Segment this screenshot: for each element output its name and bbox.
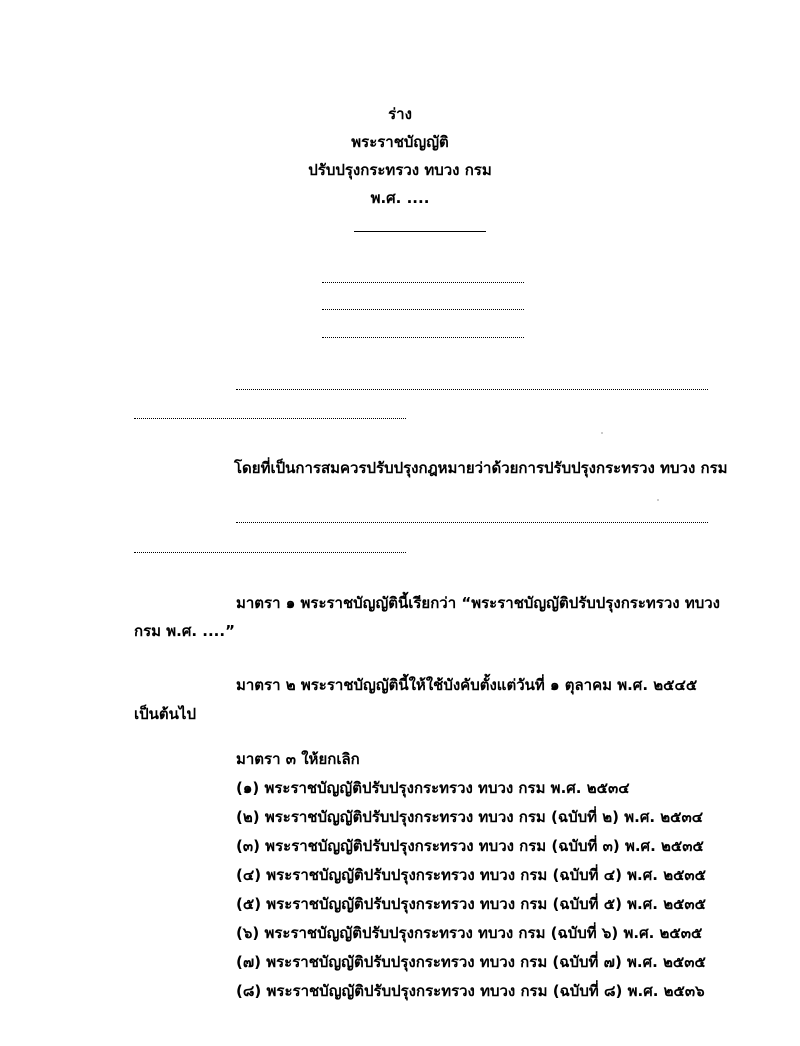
section-3-heading: มาตรา ๓ ให้ยกเลิก: [236, 750, 360, 768]
year-label: พ.ศ. ....: [370, 189, 430, 207]
act-title: ปรับปรุงกระทรวง ทบวง กรม: [308, 161, 492, 179]
blank-paragraph-line-1a: [236, 389, 708, 390]
list-item: (๑) พระราชบัญญัติปรับปรุงกระทรวง ทบวง กรม พ.ศ. ๒๕๓๔: [236, 779, 630, 797]
list-item: (๗) พระราชบัญญัติปรับปรุงกระทรวง ทบวง กรม (ฉบับที่ ๗) พ.ศ. ๒๕๓๕: [236, 953, 706, 971]
section-2-line-1: มาตรา ๒ พระราชบัญญัตินี้ให้ใช้บังคับตั้งแต่วันที่ ๑ ตุลาคม พ.ศ. ๒๕๔๕: [236, 676, 698, 694]
blank-line-1: [322, 282, 524, 283]
blank-line-2: [322, 309, 524, 310]
draft-label: ร่าง: [388, 105, 412, 123]
section-1-line-1: มาตรา ๑ พระราชบัญญัตินี้เรียกว่า “พระราชบัญญัติปรับปรุงกระทรวง ทบวง: [236, 594, 720, 612]
section-2-line-2: เป็นต้นไป: [134, 705, 196, 723]
blank-paragraph-line-2b: [134, 552, 406, 553]
list-item: (๘) พระราชบัญญัติปรับปรุงกระทรวง ทบวง กรม (ฉบับที่ ๘) พ.ศ. ๒๕๓๖: [236, 982, 705, 1000]
list-item: (๓) พระราชบัญญัติปรับปรุงกระทรวง ทบวง กรม (ฉบับที่ ๓) พ.ศ. ๒๕๓๕: [236, 837, 704, 855]
blank-paragraph-line-2a: [236, 522, 708, 523]
preamble-text: โดยที่เป็นการสมควรปรับปรุงกฎหมายว่าด้วยการปรับปรุงกระทรวง ทบวง กรม: [234, 459, 728, 477]
scan-speck: [601, 432, 603, 434]
list-item: (๖) พระราชบัญญัติปรับปรุงกระทรวง ทบวง กรม (ฉบับที่ ๖) พ.ศ. ๒๕๓๕: [236, 924, 703, 942]
act-label: พระราชบัญญัติ: [351, 133, 449, 151]
section-1-line-2: กรม พ.ศ. ....”: [134, 622, 235, 640]
scan-speck: [657, 499, 659, 501]
title-underline: [354, 231, 486, 232]
blank-line-3: [322, 337, 524, 338]
list-item: (๒) พระราชบัญญัติปรับปรุงกระทรวง ทบวง กรม (ฉบับที่ ๒) พ.ศ. ๒๕๓๔: [236, 808, 704, 826]
blank-paragraph-line-1b: [134, 418, 406, 419]
list-item: (๔) พระราชบัญญัติปรับปรุงกระทรวง ทบวง กรม (ฉบับที่ ๔) พ.ศ. ๒๕๓๕: [236, 866, 707, 884]
list-item: (๕) พระราชบัญญัติปรับปรุงกระทรวง ทบวง กรม (ฉบับที่ ๕) พ.ศ. ๒๕๓๕: [236, 895, 707, 913]
